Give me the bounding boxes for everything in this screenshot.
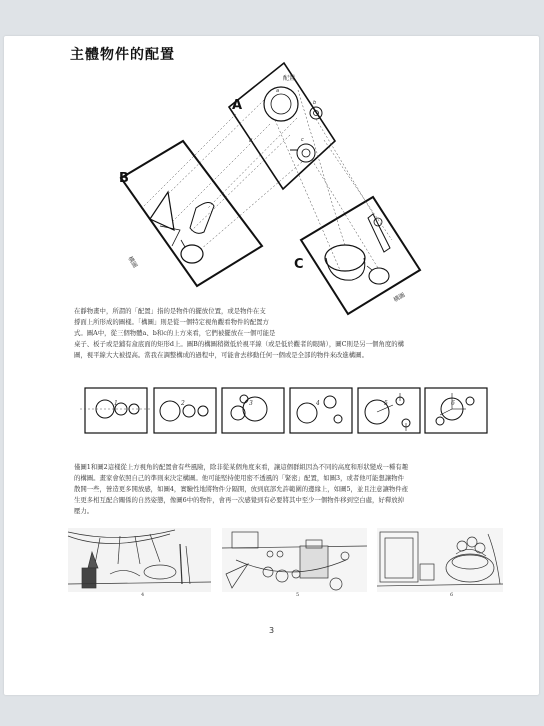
label-small-c: c (301, 137, 304, 143)
sketch-label: 5 (296, 592, 300, 598)
thumbnail-4 (290, 388, 352, 433)
label-c: C (294, 257, 304, 272)
intro-line: 式。圖A中，從三個物體a、b和c的上方來看，它們被擺放在一個可能是 (74, 329, 276, 337)
sketch-6 (377, 528, 503, 592)
thumbnail-row (0, 385, 544, 445)
intro-line: 撐面上所形成的圖樣。「構圖」則是從一個特定視角觀看物件的配置方 (74, 318, 269, 326)
thumbnail-6 (425, 388, 487, 433)
body-line: 散開一些，營造更多開放感，如圖4，實驗性地將物件分隔開，放到底部允許範圍的邊緣上，如圖5，並且注意讓物件產 (74, 485, 409, 493)
intro-line: 圖，視平線大大被提高。當我在調整構成的過程中，可能會去移動任何一個或是全部的物件來改進構圖。 (74, 351, 368, 359)
thumbnail-number: 3 (249, 400, 253, 407)
sketch-4 (68, 528, 211, 592)
sketch-5 (222, 528, 367, 592)
sketch-label: 6 (450, 592, 454, 598)
thumbnail-number: 6 (451, 400, 455, 407)
label-small-d: d (249, 138, 253, 144)
label-composition-c: 構圖 (392, 291, 407, 304)
thumbnail-2 (154, 388, 216, 433)
page-title: 主體物件的配置 (70, 47, 175, 63)
sketch-row (0, 524, 544, 594)
label-a: A (232, 98, 243, 113)
body-paragraph (74, 462, 408, 517)
intro-paragraph (74, 306, 404, 361)
body-line: 生更多相互配合關係的自然姿態，像圖6中的物件，會再一次感覺到有必要將其中至少一個物件移到空白處，好釋放掉 (74, 496, 404, 504)
body-line: 的構圖。畫家會依照自己的準則來決定構圖。他可能堅持使用密不透風的「緊密」配置，如圖3，或者他可能想讓物件 (74, 474, 404, 482)
body-line: 僅圖1和圖2這樣從上方視角的配置會有些風險，除非從某個角度來看，讓這個群組因為不同的高度和形狀變成一種有趣 (74, 463, 409, 471)
thumbnail-number: 4 (316, 400, 320, 407)
body-line: 壓力。 (74, 507, 94, 515)
label-small-a: a (276, 88, 280, 94)
sketch-label: 4 (141, 592, 145, 598)
thumbnail-number: 1 (114, 400, 118, 407)
label-composition-b: 構圖 (126, 255, 139, 270)
page-number: 3 (268, 626, 275, 635)
intro-line: 桌子、板子或是鋪有盒底面的矩形d上。圖B的構圖稍微低於視平線（或是低於觀者的眼睛），圖C則是另一個角度的構 (74, 340, 405, 348)
composition-diagram (0, 0, 544, 320)
label-config: 配置 (283, 75, 296, 82)
label-small-b: b (313, 100, 317, 106)
thumbnail-number: 2 (181, 400, 185, 407)
intro-line: 在靜物畫中，所謂的「配置」指的是物件的擺放位置，或是物件在支 (74, 307, 266, 315)
thumbnail-number: 5 (384, 400, 388, 407)
label-b: B (119, 171, 129, 186)
thumbnail-1 (85, 388, 147, 433)
